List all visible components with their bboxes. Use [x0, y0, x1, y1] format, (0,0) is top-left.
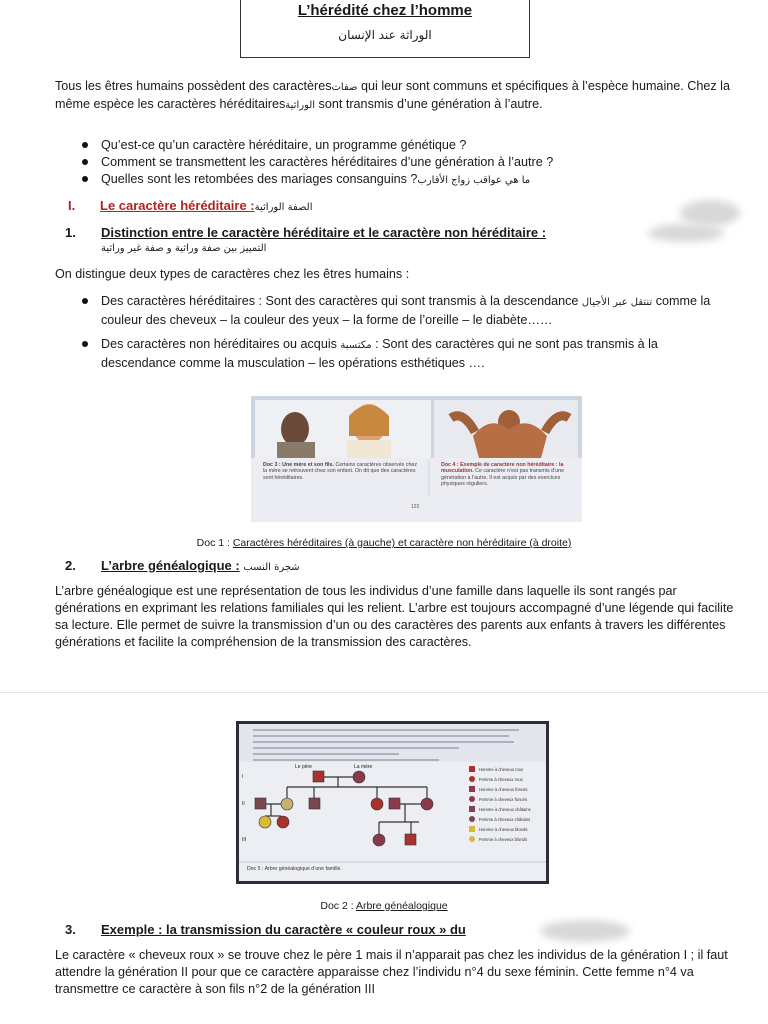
doc2-caption-text: Arbre généalogique — [355, 900, 448, 912]
generation-label: III — [242, 837, 247, 843]
doc1-caption-text: Caractères héréditaires (à gauche) et caractère non héréditaire (à droite) — [232, 537, 572, 549]
legend-label: Homme à cheveux blonds — [479, 827, 528, 832]
definition-acquired — [80, 336, 730, 372]
doc1-photo — [251, 396, 582, 522]
section-1-heading — [68, 198, 313, 213]
doc2-caption-prefix: Doc 2 : — [320, 900, 356, 912]
question-text: Qu’est-ce qu’un caractère héréditaire, un programme génétique ? — [101, 138, 467, 152]
subsection-2-heading — [65, 558, 300, 573]
subsection-1-title: Distinction entre le caractère héréditaire et le caractère non héréditaire : — [101, 225, 547, 240]
doc2-legend — [469, 766, 475, 842]
section-1-title: Le caractère héréditaire : — [100, 198, 255, 213]
question-arabic: ما هي عواقب زواج الأقارب — [417, 175, 531, 186]
page-title-arabic: الوراثة عند الإنسان — [338, 28, 432, 42]
generation-label: I — [242, 774, 244, 780]
definition-hereditary — [80, 293, 730, 329]
subsection-3-paragraph: Le caractère « cheveux roux » se trouve chez le père 1 mais il n’apparait pas chez les individus de la génération I ; il faut attendre la génération II pour que ce caractère apparaisse chez l’individu n°4 du sexe féminin. Cette femme n°4 va transmettre ce caractère à son fils n°2 de la génération III — [55, 948, 728, 996]
question-item — [80, 154, 730, 170]
question-text: Comment se transmettent les caractères héréditaires d’une génération à l’autre ? — [101, 155, 554, 169]
smudge — [540, 920, 630, 942]
legend-label: Femme à cheveux roux — [479, 777, 523, 782]
questions-list — [80, 137, 730, 189]
doc1-caption-prefix: Doc 1 : — [196, 537, 233, 549]
intro-paragraph — [55, 78, 735, 114]
subsection-1-title-arabic: التمييز بين صفة وراثية و صفة غير وراثية — [101, 243, 267, 254]
definition-text: : Sont des caractères qui ne sont pas transmis à la descendance comme la musculation – les opérations esthétiques …. — [101, 337, 658, 370]
subsection-2-paragraph: L’arbre généalogique est une représentation de tous les individus d’une famille dans laquelle ils sont rangés par générations en exprimant les relations familiales qui les relient. L’arbre est toujours accompagné d’une légende qui facilite sa lecture. Elle permet de suivre la transmission d’un ou des caractères des parents aux enfants à travers les différentes générations et facilite la compréhension de la transmission des caractères. — [55, 584, 734, 649]
definition-arabic: تنتقل عبر الأجيال — [581, 297, 653, 308]
legend-label: Homme à cheveux châtains — [479, 807, 531, 812]
intro-text-2: qui leur sont communs et spécifiques à l’espèce humaine. Chez la même espèce les caractères héréditaires — [55, 79, 730, 111]
doc2-caption — [0, 900, 768, 912]
generation-label: II — [242, 801, 245, 807]
page-separator — [0, 692, 768, 693]
definition-arabic: مكتسبة — [340, 340, 372, 351]
subsection-3-title: Exemple : la transmission du caractère « couleur roux » du — [101, 922, 466, 937]
doc2-inner-caption: Doc 5 : Arbre généalogique d’une famille. — [247, 866, 342, 872]
page-title: L’hérédité chez l’homme — [297, 2, 473, 19]
subsection-2-title-arabic: شجرة النسب — [243, 562, 300, 573]
doc1-right-caption-body: Ce caractère n’est pas transmis d’une génération à l’autre. Il est acquis par des exercices physiques réguliers. — [441, 468, 565, 488]
legend-label: Homme à cheveux roux — [479, 767, 524, 772]
question-item — [80, 171, 730, 189]
section-1-title-arabic: الصفة الوراثية — [254, 202, 313, 213]
smudge — [680, 200, 740, 226]
intro-text-3: sont transmis d’une génération à l’autre. — [315, 97, 543, 111]
definition-text: Des caractères non héréditaires ou acquis — [101, 337, 341, 351]
subsection-3-heading — [65, 922, 466, 937]
subsection-1-intro: On distingue deux types de caractères chez les êtres humains : — [55, 267, 410, 281]
intro-text-1: Tous les êtres humains possèdent des caractères — [55, 79, 332, 93]
subsection-1-number: 1. — [65, 225, 76, 240]
section-1-number: I. — [68, 198, 76, 213]
subsection-2-number: 2. — [65, 558, 76, 573]
question-item — [80, 137, 730, 153]
subsection-1-heading — [65, 225, 546, 240]
legend-label: Femme à cheveux blonds — [479, 837, 527, 842]
definitions-list — [80, 293, 730, 372]
definition-text: comme la couleur des cheveux – la couleur des yeux – la forme de l’oreille – le diabète…… — [101, 294, 711, 327]
legend-label: Homme à cheveux foncés — [479, 787, 528, 792]
doc1-page-number: 122 — [411, 504, 420, 510]
subsection-2-title: L’arbre généalogique : — [101, 558, 240, 573]
legend-label: Femme à cheveux foncés — [479, 797, 527, 802]
doc1-right-caption-title: Doc 4 : Exemple de caractère non héréditaire : la musculation. — [441, 462, 564, 475]
smudge — [648, 224, 724, 242]
doc1-caption — [0, 537, 768, 549]
title-box — [240, 0, 530, 58]
intro-arabic-2: الوراثية — [285, 100, 316, 111]
doc2-father-label: Le père — [295, 764, 312, 770]
doc2-mother-label: La mère — [354, 764, 373, 770]
doc1-left-caption — [263, 462, 421, 481]
definition-text: Des caractères héréditaires : Sont des caractères qui sont transmis à la descendance — [101, 294, 582, 308]
subsection-3-number: 3. — [65, 922, 76, 937]
intro-arabic-1: صفات — [331, 82, 358, 93]
doc2-photo — [236, 721, 549, 884]
question-text: Quelles sont les retombées des mariages consanguins ? — [101, 172, 418, 186]
legend-label: Femme à cheveux châtains — [479, 817, 531, 822]
doc1-left-caption-title: Doc 3 : Une mère et son fils. — [263, 462, 334, 468]
doc2-legend-labels — [479, 765, 531, 845]
doc1-left-caption-body: Certains caractères observés chez la mère se retrouvent chez son enfant. On dit que des caractères sont héréditaires. — [263, 462, 417, 481]
doc1-right-caption — [441, 462, 571, 488]
